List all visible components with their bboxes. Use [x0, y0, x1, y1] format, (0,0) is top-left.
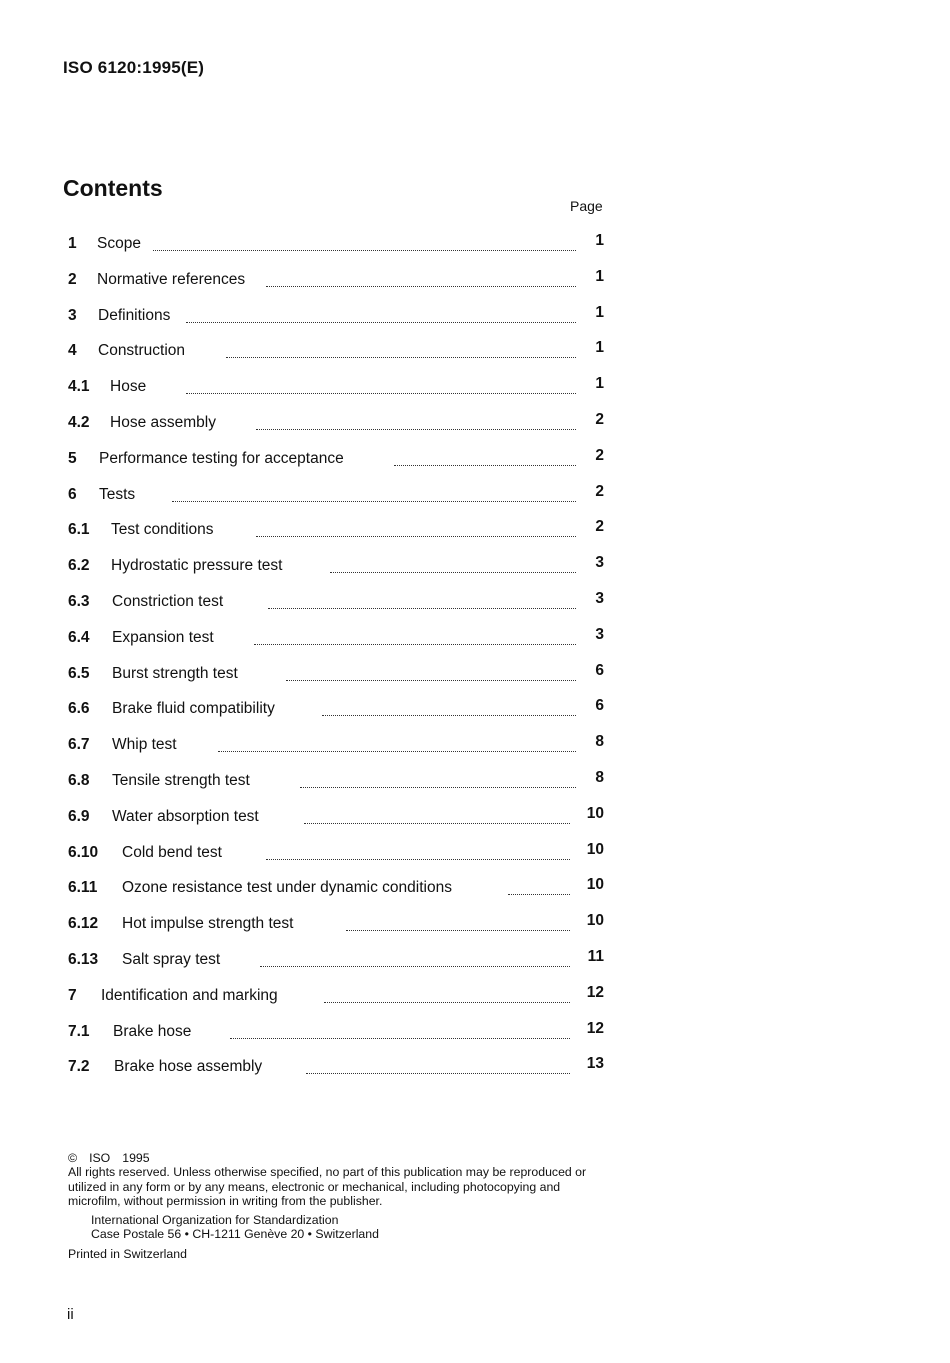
- toc-entry-title: Hose assembly: [110, 414, 216, 431]
- toc-dot-leader: [304, 820, 570, 824]
- toc-dot-leader: [306, 1070, 570, 1074]
- org-address: Case Postale 56 • CH-1211 Genève 20 • Switzerland: [91, 1227, 379, 1242]
- toc-entry: [68, 339, 604, 363]
- toc-entry-page: 6: [595, 697, 604, 714]
- toc-entry: [68, 447, 604, 471]
- toc-entry-title: Test conditions: [111, 521, 214, 538]
- toc-entry-page: 2: [595, 518, 604, 535]
- toc-entry-number: 6.11: [68, 879, 98, 896]
- toc-dot-leader: [286, 677, 576, 681]
- toc-entry-page: 3: [595, 554, 604, 571]
- toc-entry: [68, 232, 604, 256]
- toc-dot-leader: [254, 641, 576, 645]
- toc-entry-number: 3: [68, 307, 77, 324]
- toc-entry-number: 6.3: [68, 593, 90, 610]
- toc-entry-number: 5: [68, 450, 77, 467]
- toc-entry: [68, 876, 604, 900]
- toc-entry: [68, 590, 604, 614]
- toc-entry: [68, 805, 604, 829]
- toc-entry: [68, 554, 604, 578]
- toc-entry-title: Brake fluid compatibility: [112, 700, 275, 717]
- toc-entry-page: 10: [586, 805, 604, 822]
- toc-entry: [68, 268, 604, 292]
- toc-entry-number: 7: [68, 987, 77, 1004]
- toc-entry-number: 6.9: [68, 808, 90, 825]
- toc-entry-page: 3: [595, 590, 604, 607]
- toc-entry-number: 6.2: [68, 557, 90, 574]
- toc-dot-leader: [330, 569, 576, 573]
- rights-text: All rights reserved. Unless otherwise specified, no part of this publication may be reproduced or utilized in any form or by any means, electronic or mechanical, including photocopying and microfilm, without permission in writing from the publisher.: [68, 1165, 587, 1208]
- toc-entry: [68, 626, 604, 650]
- toc-entry: [68, 697, 604, 721]
- toc-entry-number: 1: [68, 235, 77, 252]
- toc-entry-number: 6.1: [68, 521, 90, 538]
- toc-dot-leader: [186, 390, 576, 394]
- toc-entry-number: 4.2: [68, 414, 90, 431]
- toc-entry-page: 1: [595, 304, 604, 321]
- toc-dot-leader: [394, 462, 576, 466]
- toc-entry-page: 1: [595, 339, 604, 356]
- toc-dot-leader: [186, 319, 576, 323]
- copyright-icon: ©: [68, 1151, 78, 1165]
- toc-entry-title: Ozone resistance test under dynamic conditions: [122, 879, 452, 896]
- toc-dot-leader: [324, 999, 570, 1003]
- toc-entry-page: 12: [586, 1020, 604, 1037]
- toc-dot-leader: [268, 605, 576, 609]
- toc-entry-title: Cold bend test: [122, 844, 222, 861]
- toc-entry: [68, 375, 604, 399]
- document-id: ISO 6120:1995(E): [63, 58, 205, 77]
- org-name: International Organization for Standardization: [91, 1213, 339, 1228]
- toc-entry: [68, 304, 604, 328]
- toc-entry: [68, 411, 604, 435]
- toc-entry: [68, 912, 604, 936]
- toc-entry-title: Expansion test: [112, 629, 214, 646]
- toc-entry-page: 1: [595, 268, 604, 285]
- toc-entry-title: Definitions: [98, 307, 171, 324]
- copyright-notice: [68, 1151, 613, 1261]
- toc-entry-page: 10: [586, 876, 604, 893]
- toc-entry-number: 6.13: [68, 951, 99, 968]
- toc-entry-page: 2: [595, 483, 604, 500]
- toc-dot-leader: [266, 283, 576, 287]
- toc-entry: [68, 733, 604, 757]
- toc-entry: [68, 662, 604, 686]
- toc-entry-number: 6.6: [68, 700, 90, 717]
- printed-in: Printed in Switzerland: [68, 1246, 187, 1261]
- toc-dot-leader: [256, 533, 576, 537]
- toc-entry-number: 7.2: [68, 1058, 90, 1075]
- page-number: ii: [67, 1306, 74, 1323]
- toc-dot-leader: [218, 748, 576, 752]
- toc-entry-number: 6.12: [68, 915, 99, 932]
- toc-entry-title: Normative references: [97, 271, 246, 288]
- toc-entry-page: 12: [586, 984, 604, 1001]
- toc-entry: [68, 841, 604, 865]
- toc-entry-page: 1: [595, 232, 604, 249]
- toc-entry-title: Brake hose assembly: [114, 1058, 263, 1075]
- toc-dot-leader: [153, 247, 576, 251]
- page-column-heading: Page: [570, 198, 603, 214]
- toc-entry-title: Performance testing for acceptance: [99, 450, 344, 467]
- toc-entry-page: 8: [595, 733, 604, 750]
- toc-entry-number: 6.5: [68, 665, 90, 682]
- toc-entry: [68, 1020, 604, 1044]
- toc-entry-page: 2: [595, 411, 604, 428]
- toc-entry-title: Salt spray test: [122, 951, 221, 968]
- toc-entry-page: 10: [586, 912, 604, 929]
- toc-entry-number: 4: [68, 342, 77, 359]
- toc-entry-page: 3: [595, 626, 604, 643]
- toc-entry-title: Tensile strength test: [112, 772, 250, 789]
- toc-entry: [68, 948, 604, 972]
- toc-entry-title: Hydrostatic pressure test: [111, 557, 283, 574]
- toc-entry-page: 2: [595, 447, 604, 464]
- toc-dot-leader: [260, 963, 570, 967]
- toc-entry-title: Burst strength test: [112, 665, 238, 682]
- toc-entry-page: 6: [595, 662, 604, 679]
- toc-dot-leader: [266, 856, 570, 860]
- toc-entry-number: 2: [68, 271, 77, 288]
- copyright-year: 1995: [122, 1151, 150, 1165]
- toc-entry-number: 6.7: [68, 736, 90, 753]
- toc-entry-title: Construction: [98, 342, 186, 359]
- toc-entry-title: Whip test: [112, 736, 177, 753]
- toc-dot-leader: [172, 498, 576, 502]
- toc-entry-title: Tests: [99, 486, 136, 503]
- toc-entry: [68, 769, 604, 793]
- toc-entry-page: 13: [586, 1055, 604, 1072]
- toc-dot-leader: [346, 927, 570, 931]
- toc-dot-leader: [256, 426, 576, 430]
- toc-entry-title: Constriction test: [112, 593, 224, 610]
- toc-entry-page: 1: [595, 375, 604, 392]
- toc-entry-page: 10: [586, 841, 604, 858]
- copyright-org: ISO: [89, 1151, 111, 1165]
- toc-entry: [68, 1055, 604, 1079]
- toc-entry-page: 8: [595, 769, 604, 786]
- toc-dot-leader: [230, 1035, 570, 1039]
- contents-title: Contents: [63, 175, 163, 201]
- toc-dot-leader: [300, 784, 576, 788]
- toc-entry-title: Brake hose: [113, 1023, 192, 1040]
- toc-entry-number: 6.8: [68, 772, 90, 789]
- toc-entry-number: 7.1: [68, 1023, 90, 1040]
- toc-entry-number: 6.10: [68, 844, 99, 861]
- toc-entry-title: Hot impulse strength test: [122, 915, 294, 932]
- toc-entry: [68, 984, 604, 1008]
- toc-entry: [68, 518, 604, 542]
- toc-entry-title: Hose: [110, 378, 147, 395]
- toc-entry-title: Scope: [97, 235, 141, 252]
- toc-dot-leader: [322, 712, 576, 716]
- toc-entry: [68, 483, 604, 507]
- toc-entry-title: Water absorption test: [112, 808, 259, 825]
- toc-entry-number: 4.1: [68, 378, 90, 395]
- toc-entry-number: 6.4: [68, 629, 90, 646]
- toc-entry-page: 11: [587, 948, 604, 965]
- copyright-line: [68, 1151, 613, 1165]
- toc-dot-leader: [508, 891, 570, 895]
- toc-dot-leader: [226, 354, 576, 358]
- toc-entry-title: Identification and marking: [101, 987, 278, 1004]
- toc-entry-number: 6: [68, 486, 77, 503]
